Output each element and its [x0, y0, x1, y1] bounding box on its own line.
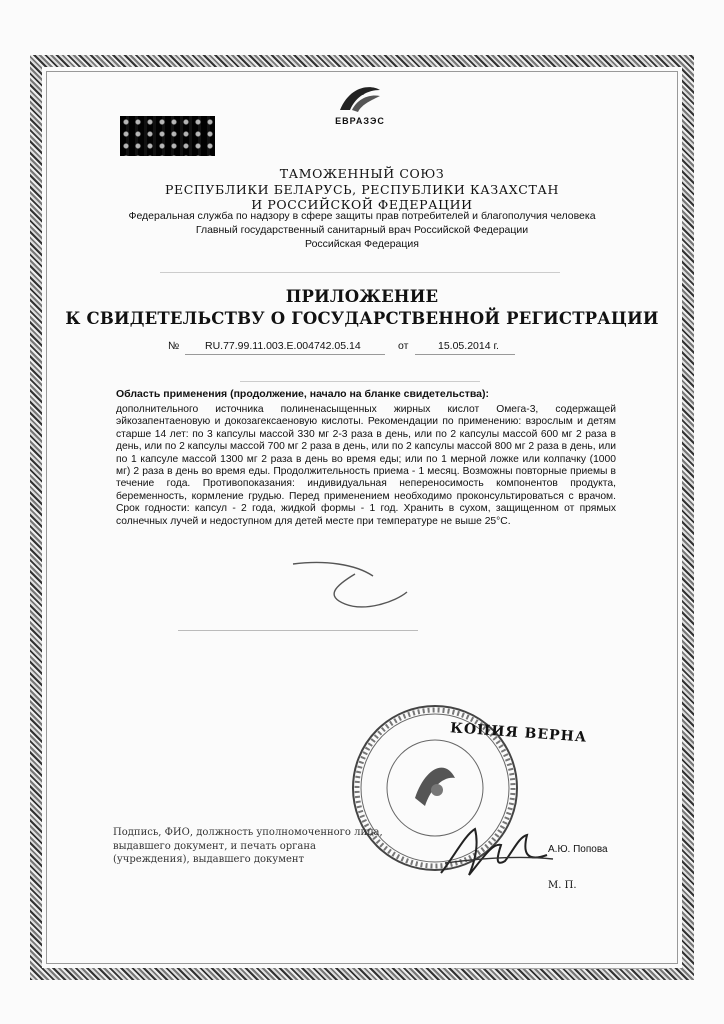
signatory-name: А.Ю. Попова [548, 844, 608, 855]
reg-date-label: от [398, 340, 409, 352]
signature-icon [435, 815, 555, 885]
header-sub-3: Российская Федерация [305, 238, 419, 250]
reg-number-underline [185, 354, 385, 355]
header-line-1: ТАМОЖЕННЫЙ СОЮЗ [279, 166, 445, 181]
eurasec-emblem-icon [332, 80, 388, 118]
header-sub-1: Федеральная служба по надзору в сфере защиты прав потребителей и благополучия человека [128, 210, 596, 222]
body-heading: Область применения (продолжение, начало на бланке свидетельства): [116, 388, 489, 400]
title-line-2: К СВИДЕТЕЛЬСТВУ О ГОСУДАРСТВЕННОЙ РЕГИСТРАЦИИ [65, 309, 659, 328]
handwritten-mark-icon [285, 552, 415, 622]
header-line-3: И РОССИЙСКОЙ ФЕДЕРАЦИИ [251, 197, 473, 212]
header-line-2: РЕСПУБЛИКИ БЕЛАРУСЬ, РЕСПУБЛИКИ КАЗАХСТАН [165, 182, 559, 197]
header-sub-2: Главный государственный санитарный врач Российской Федерации [195, 224, 529, 236]
reg-date: 15.05.2014 г. [438, 340, 499, 352]
reg-number-label: № [168, 340, 180, 352]
faint-divider [160, 272, 560, 273]
security-pattern-overlay [120, 116, 215, 156]
copy-certified-stamp: КОПИЯ ВЕРНА [449, 720, 588, 746]
reg-number: RU.77.99.11.003.E.004742.05.14 [205, 340, 361, 352]
logo-text: ЕВРАЗЭС [335, 116, 385, 126]
footer-line [456, 968, 666, 969]
body-text: дополнительного источника полиненасыщенных жирных кислот Омега-3, содержащей эйкозапентаеновую и докозагексаеновую кислоты. Рекомендации по применению: взрослым и детям старше 14 лет: по 3 капсулы массой 330 мг 2-3 раза в день, или по 2 капсулы массой 600 мг 2 раза в день, или по 2 капсулы массой 700 мг 2 раза в день, или по 2 капсулы массой 800 мг 2 раза в день, или по 1 капсуле массой 1300 мг 2 раза в день во время еды; или по 1 мерной ложке или колпачку (1000 мг) 2 раза в день во время еды. Продолжительность приема - 1 месяц. Возможны повторные приемы в течение года. Противопоказания: индивидуальная непереносимость компонентов продукта, беременность, кормление грудью. Перед применением необходимо проконсультироваться с врачом. Срок годности: капсул - 2 года, жидкой формы - 1 год. Хранить в сухом, защищенном от прямых солнечных лучей и недоступном для детей месте при температуре не выше 25°С. [116, 404, 616, 527]
title-line-1: ПРИЛОЖЕНИЕ [285, 287, 439, 306]
faint-divider-2 [240, 381, 480, 382]
seal-place-label: М. П. [548, 880, 577, 891]
signature-label: Подпись, ФИО, должность уполномоченного лица, выдавшего документ, и печать органа (учреждения), выдавшего документ [113, 827, 383, 865]
reg-date-underline [415, 354, 515, 355]
faint-divider-3 [178, 630, 418, 631]
